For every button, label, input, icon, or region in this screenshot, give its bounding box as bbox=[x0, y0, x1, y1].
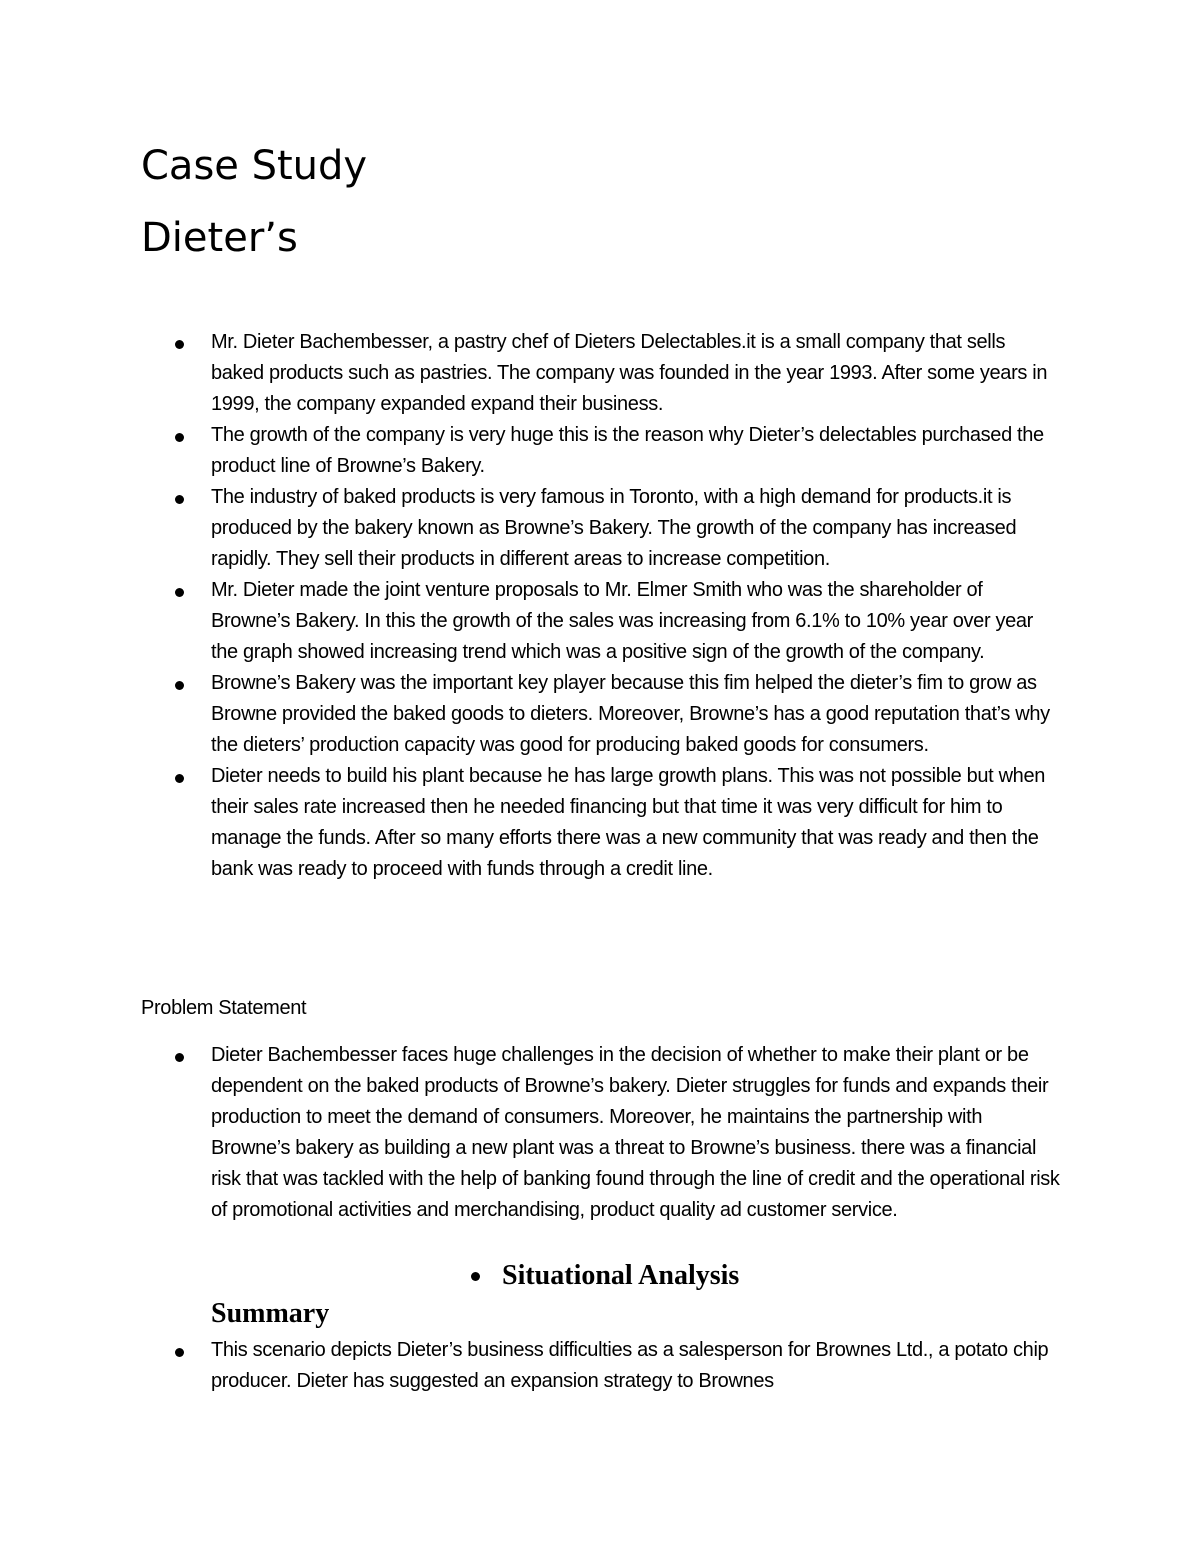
bullet-icon bbox=[175, 681, 184, 690]
list-item bbox=[0, 668, 1061, 761]
list-item bbox=[0, 761, 1061, 885]
bullet-icon bbox=[175, 774, 184, 783]
bullet-icon bbox=[175, 1348, 184, 1357]
summary-heading: Summary bbox=[211, 1298, 330, 1329]
bullet-icon bbox=[471, 1272, 480, 1281]
bullet-icon bbox=[175, 340, 184, 349]
title-case-study: Case Study bbox=[141, 143, 368, 189]
list-item bbox=[0, 575, 1061, 668]
bullet-icon bbox=[175, 1053, 184, 1062]
bullet-text: The industry of baked products is very famous in Toronto, with a high demand for products.it is produced by the bakery known as Browne’s Bakery. The growth of the company has increased rapidly. They sell their products in different areas to increase competition. bbox=[211, 486, 1017, 570]
situational-analysis-text: Situational Analysis bbox=[502, 1260, 740, 1291]
bullet-text: Dieter needs to build his plant because he has large growth plans. This was not possible but when their sales rate increased then he needed financing but that time it was very difficult for him to manage the funds. After so many efforts there was a new community that was ready and then the bank was ready to proceed with funds through a credit line. bbox=[211, 765, 1045, 880]
bullet-icon bbox=[175, 495, 184, 504]
intro-bullet-list bbox=[0, 327, 1200, 885]
list-item bbox=[0, 420, 1061, 482]
bullet-text: Mr. Dieter made the joint venture proposals to Mr. Elmer Smith who was the shareholder of Browne’s Bakery. In this the growth of the sales was increasing from 6.1% to 10% year over year the graph showed increasing trend which was a positive sign of the growth of the company. bbox=[211, 579, 1033, 663]
problem-bullet-list bbox=[0, 1040, 1200, 1226]
problem-statement-label: Problem Statement bbox=[141, 997, 307, 1019]
summary-bullet-list bbox=[0, 1335, 1200, 1397]
bullet-text: Mr. Dieter Bachembesser, a pastry chef of Dieters Delectables.it is a small company that sells baked products such as pastries. The company was founded in the year 1993. After some years in 1999, the company expanded expand their business. bbox=[211, 331, 1048, 415]
title-dieters: Dieter’s bbox=[141, 215, 298, 261]
list-item bbox=[0, 327, 1061, 420]
bullet-text: Browne’s Bakery was the important key player because this fim helped the dieter’s fim to grow as Browne provided the baked goods to dieters. Moreover, Browne’s has a good reputation that’s why the dieters’ production capacity was good for producing baked goods for consumers. bbox=[211, 672, 1050, 756]
bullet-icon bbox=[175, 433, 184, 442]
list-item bbox=[0, 1040, 1061, 1226]
bullet-text: Dieter Bachembesser faces huge challenges in the decision of whether to make their plant or be dependent on the baked products of Browne’s bakery. Dieter struggles for funds and expands their production to meet the demand of consumers. Moreover, he maintains the partnership with Browne’s bakery as building a new plant was a threat to Browne’s business. there was a financial risk that was tackled with the help of banking found through the line of credit and the operational risk of promotional activities and merchandising, product quality ad customer service. bbox=[211, 1044, 1060, 1221]
list-item bbox=[0, 1335, 1061, 1397]
bullet-text: This scenario depicts Dieter’s business difficulties as a salesperson for Brownes Ltd., a potato chip producer. Dieter has suggested an expansion strategy to Brownes bbox=[211, 1339, 1049, 1392]
bullet-text: The growth of the company is very huge this is the reason why Dieter’s delectables purchased the product line of Browne’s Bakery. bbox=[211, 424, 1044, 477]
list-item bbox=[0, 482, 1061, 575]
bullet-icon bbox=[175, 588, 184, 597]
situational-analysis-heading bbox=[0, 1258, 1200, 1298]
